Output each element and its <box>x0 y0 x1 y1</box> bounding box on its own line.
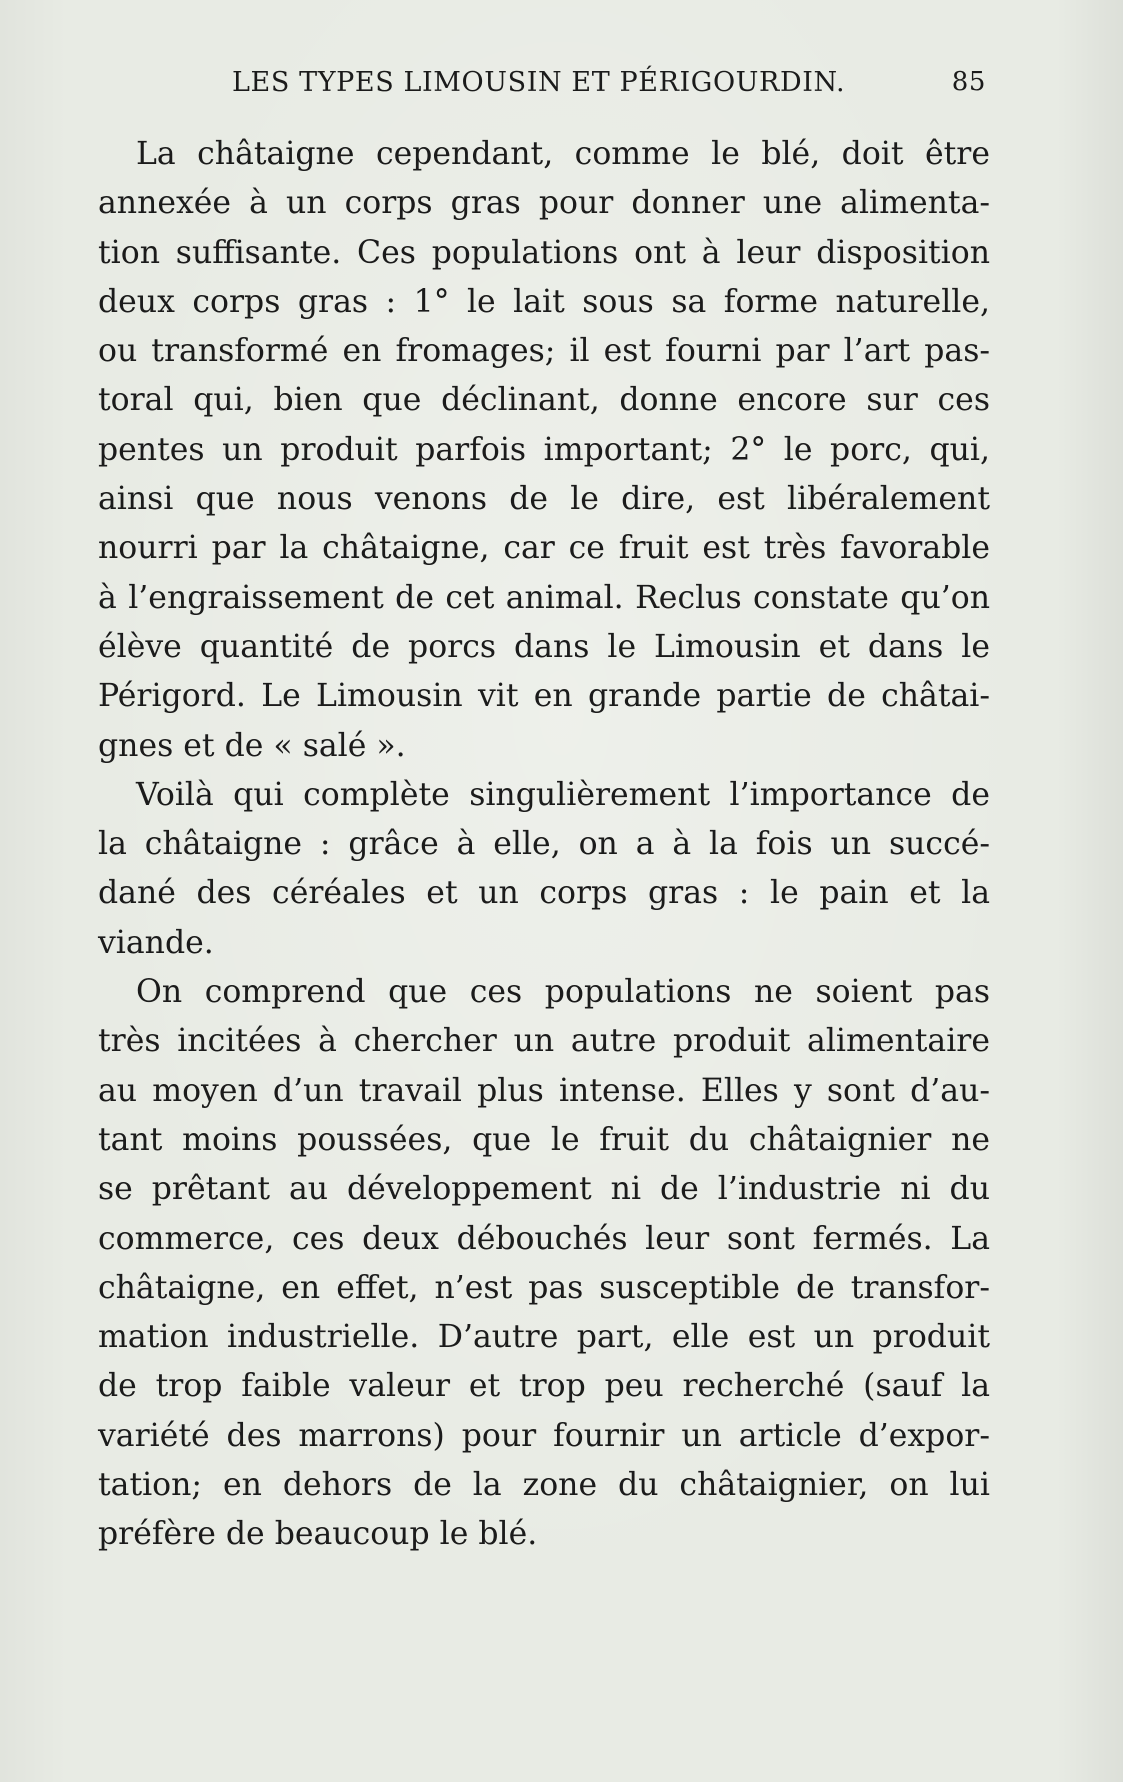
text-line: châtaigne, en effet, n’est pas susceptible de transfor- <box>98 1269 990 1306</box>
text-line: Périgord. Le Limousin vit en grande partie de châtai- <box>98 678 990 715</box>
text-line: élève quantité de porcs dans le Limousin et dans le <box>98 628 990 665</box>
text-line: nourri par la châtaigne, car ce fruit est très favorable <box>98 530 990 567</box>
paragraph <box>98 771 990 968</box>
text-line: dané des céréales et un corps gras : le pain et la <box>98 875 990 912</box>
text-line: toral qui, bien que déclinant, donne encore sur ces <box>98 382 990 419</box>
body-text <box>98 130 990 1560</box>
text-line: deux corps gras : 1° le lait sous sa forme naturelle, <box>98 283 990 320</box>
text-line: La châtaigne cependant, comme le blé, doit être <box>136 136 990 172</box>
text-line: mation industrielle. D’autre part, elle est un produit <box>98 1319 990 1356</box>
text-line: variété des marrons) pour fournir un article d’expor- <box>98 1417 990 1454</box>
page-number: 85 <box>951 67 986 97</box>
text-line: pentes un produit parfois important; 2° le porc, qui, <box>98 431 990 468</box>
text-line: Voilà qui complète singulièrement l’importance de <box>136 776 990 813</box>
text-line: au moyen d’un travail plus intense. Elles y sont d’au- <box>98 1072 990 1109</box>
paragraph <box>98 130 990 771</box>
paragraph <box>98 968 990 1560</box>
text-line: commerce, ces deux débouchés leur sont fermés. La <box>98 1220 990 1257</box>
text-line: ainsi que nous venons de le dire, est libéralement <box>98 481 990 518</box>
text-line: tant moins poussées, que le fruit du châtaignier ne <box>98 1121 990 1158</box>
text-line: tion suffisante. Ces populations ont à leur disposition <box>98 234 990 271</box>
text-line: On comprend que ces populations ne soient pas <box>136 974 990 1011</box>
text-line: la châtaigne : grâce à elle, on a à la fois un succé- <box>98 826 990 863</box>
text-line: préfère de beaucoup le blé. <box>98 1516 538 1553</box>
text-line: tation; en dehors de la zone du châtaignier, on lui <box>98 1467 990 1504</box>
text-line: se prêtant au développement ni de l’industrie ni du <box>98 1171 990 1208</box>
running-title: LES TYPES LIMOUSIN ET PÉRIGOURDIN. <box>232 66 846 98</box>
running-head <box>98 62 990 102</box>
text-line: annexée à un corps gras pour donner une alimenta- <box>98 185 990 222</box>
text-line: ou transformé en fromages; il est fourni par l’art pas- <box>98 333 990 370</box>
text-line: de trop faible valeur et trop peu recherché (sauf la <box>98 1368 990 1405</box>
text-line: très incitées à chercher un autre produit alimentaire <box>98 1023 990 1060</box>
text-line: viande. <box>98 924 214 961</box>
text-line: gnes et de « salé ». <box>98 727 406 764</box>
text-line: à l’engraissement de cet animal. Reclus constate qu’on <box>98 579 990 616</box>
